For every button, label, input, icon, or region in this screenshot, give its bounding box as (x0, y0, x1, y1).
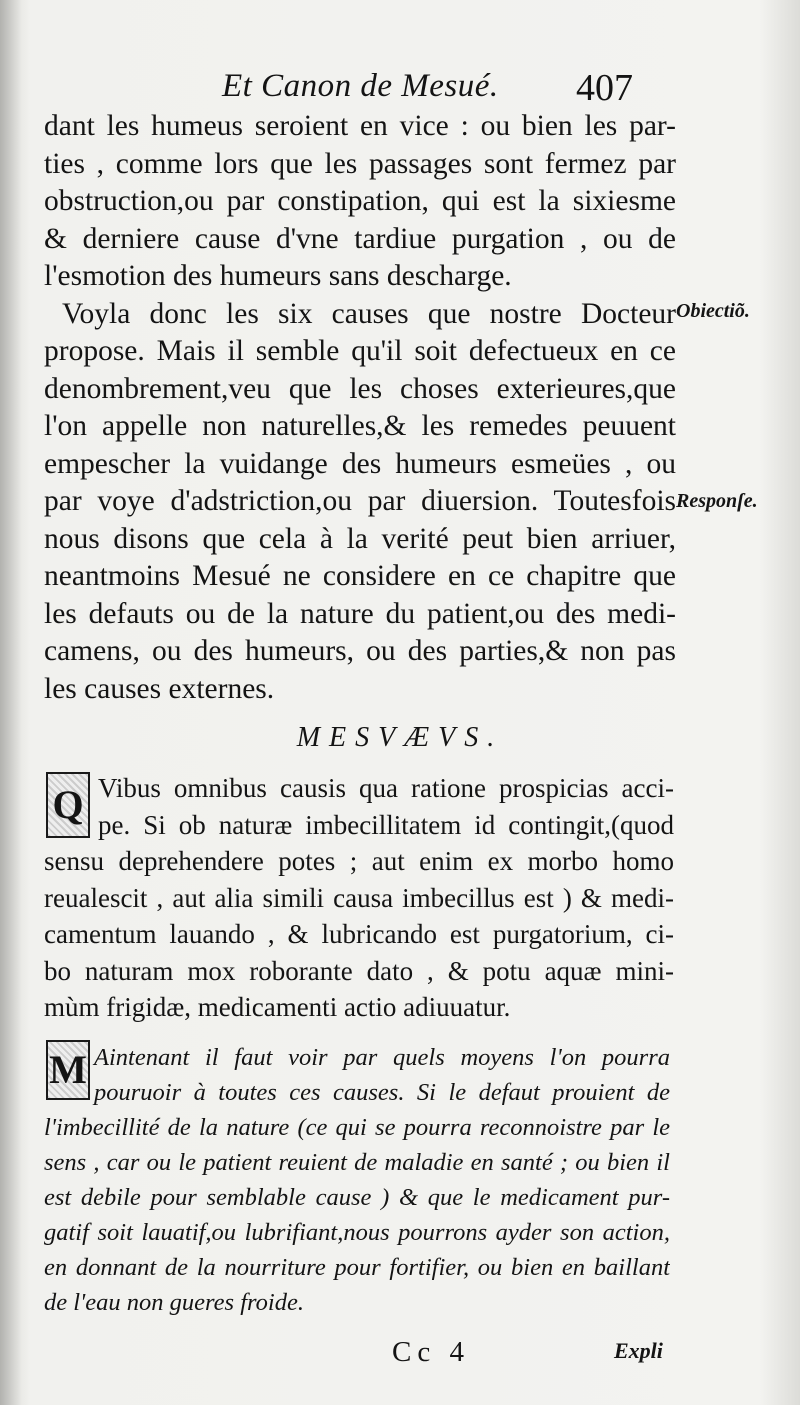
latin-text (44, 770, 674, 1026)
french-line: gatif soit lauatif,ou lubrifiant,nous pourrons ayder son action, (44, 1219, 670, 1246)
page-number: 407 (576, 67, 633, 109)
running-title: Et Canon de Mesué. (222, 68, 499, 104)
margin-note-objection: Obiectiõ. (676, 300, 750, 322)
section-heading: MESVÆVS. (296, 722, 504, 753)
latin-line: bo naturam mox roborante dato , & potu aquæ mini- (44, 955, 674, 986)
signature-mark: Cc 4 (392, 1336, 470, 1368)
latin-drop-cap-letter: Q (52, 782, 84, 827)
french-line: en donnant de la nourriture pour fortifier, ou bien en baillant (44, 1254, 670, 1281)
text-line: les causes externes. (44, 672, 275, 705)
french-line: pouruoir à toutes ces causes. Si le defaut prouient de (94, 1079, 670, 1106)
text-line: neantmoins Mesué ne considere en ce chapitre que (44, 560, 676, 592)
text-line: l'on appelle non naturelles,& les remedes peuuent (44, 410, 676, 442)
text-line: denombrement,veu que les choses exterieures,que (44, 372, 676, 405)
french-drop-cap-letter: M (49, 1047, 87, 1092)
latin-line: pe. Si ob naturæ imbecillitatem id contingit,(quod (98, 809, 674, 840)
text-line: camens, ou des humeurs, ou des parties,& non pas (44, 635, 676, 667)
text-line: propose. Mais il semble qu'il soit defectueux en ce (44, 335, 676, 367)
text-line: dant les humeus seroient en vice : ou bien les par- (44, 110, 676, 142)
text-line: obstruction,ou par constipation, qui est la sixiesme (44, 185, 676, 217)
french-line: l'imbecillité de la nature (ce qui se pourra reconnoistre par le (44, 1114, 670, 1141)
text-line: Voyla donc les six causes que nostre Docteur (62, 297, 676, 330)
catchword: Expli (614, 1338, 663, 1363)
text-line: ties , comme lors que les passages sont fermez par (44, 147, 676, 180)
spine-shadow (0, 0, 22, 1405)
text-line: empescher la vuidange des humeurs esmeües , ou (44, 447, 676, 480)
margin-note-response: Responſe. (676, 490, 758, 512)
text-line: nous disons que cela à la verité peut bien arriuer, (44, 522, 676, 555)
text-line: l'esmotion des humeurs sans descharge. (44, 260, 512, 292)
french-line: de l'eau non gueres froide. (44, 1289, 304, 1316)
french-line: est debile pour semblable cause ) & que le medicament pur- (44, 1184, 670, 1211)
text-line: & derniere cause d'vne tardiue purgation , ou de (44, 222, 676, 255)
commentary-text (44, 108, 676, 708)
latin-line: sensu deprehendere potes ; aut enim ex morbo homo (44, 846, 674, 876)
french-line: sens , car ou le patient reuient de maladie en santé ; ou bien il (44, 1149, 670, 1176)
running-head (0, 62, 800, 108)
latin-line: Vibus omnibus causis qua ratione prospicias acci- (98, 773, 674, 803)
text-line: par voye d'adstriction,ou par diuersion. Toutesfois (44, 485, 676, 517)
french-translation (44, 1040, 670, 1320)
latin-line: camentum lauando , & lubricando est purgatorium, ci- (44, 919, 674, 949)
text-line: les defauts ou de la nature du patient,ou des medi- (44, 597, 676, 630)
latin-line: reualescit , aut alia simili causa imbecillus est ) & medi- (44, 882, 674, 913)
french-line: Aintenant il faut voir par quels moyens l'on pourra (94, 1044, 670, 1071)
latin-line: mùm frigidæ, medicamenti actio adiuuatur. (44, 992, 511, 1022)
